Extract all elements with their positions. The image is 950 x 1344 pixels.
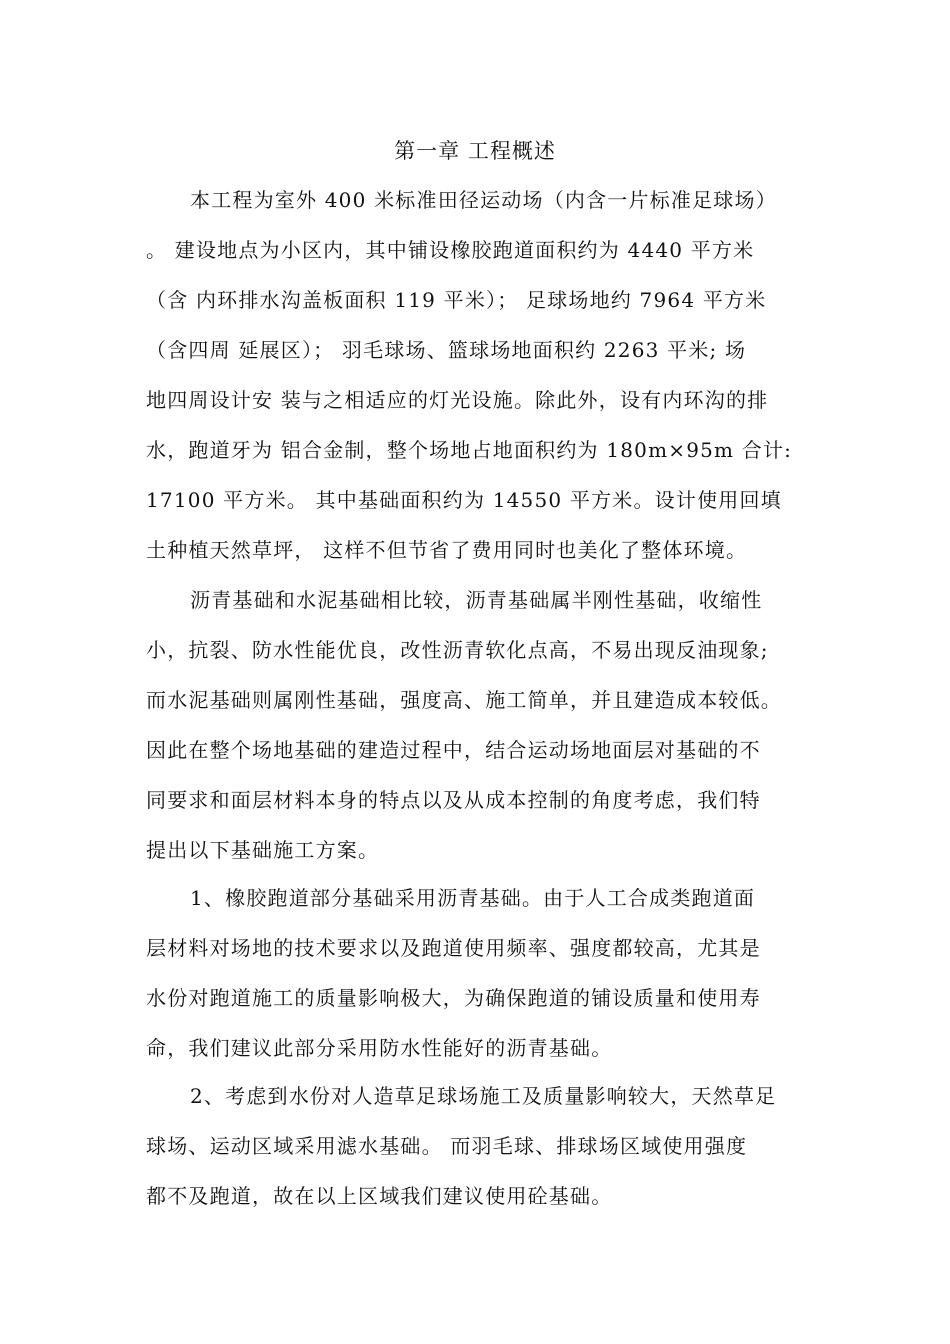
body-line: 同要求和面层材料本身的特点以及从成本控制的角度考虑，我们特 xyxy=(146,788,761,812)
body-line: 水，跑道牙为 铝合金制，整个场地占地面积约为 180m×95m 合计: xyxy=(146,438,793,462)
body-line: 2、考虑到水份对人造草足球场施工及质量影响较大，天然草足 xyxy=(190,1084,777,1108)
chapter-title: 第一章 工程概述 xyxy=(394,139,556,163)
body-line: 命，我们建议此部分采用防水性能好的沥青基础。 xyxy=(146,1036,613,1060)
body-line: 因此在整个场地基础的建造过程中，结合运动场地面层对基础的不 xyxy=(146,738,761,762)
body-line: 水份对跑道施工的质量影响极大，为确保跑道的铺设质量和使用寿 xyxy=(146,986,761,1010)
body-line: 地四周设计安 装与之相适应的灯光设施。除此外，设有内环沟的排 xyxy=(146,388,769,412)
body-line: 沥青基础和水泥基础相比较，沥青基础属半刚性基础，收缩性 xyxy=(190,588,763,612)
body-line: 提出以下基础施工方案。 xyxy=(146,838,380,862)
body-line: 1、橡胶跑道部分基础采用沥青基础。由于人工合成类跑道面 xyxy=(190,886,756,910)
body-line: （含 内环排水沟盖板面积 119 平米）； 足球场地约 7964 平方米 xyxy=(146,288,767,312)
body-line: 球场、运动区域采用滤水基础。 而羽毛球、排球场区域使用强度 xyxy=(146,1134,748,1158)
body-line: 而水泥基础则属刚性基础，强度高、施工简单，并且建造成本较低。 xyxy=(146,688,782,712)
body-line: 。 建设地点为小区内，其中铺设橡胶跑道面积约为 4440 平方米 xyxy=(146,238,755,262)
body-line: 层材料对场地的技术要求以及跑道使用频率、强度都较高，尤其是 xyxy=(146,936,761,960)
body-line: 都不及跑道，故在以上区域我们建议使用砼基础。 xyxy=(146,1184,613,1208)
body-line: 本工程为室外 400 米标准田径运动场（内含一片标准足球场） xyxy=(190,188,777,212)
body-line: （含四周 延展区）； 羽毛球场、篮球场地面积约 2263 平米; 场 xyxy=(146,338,747,362)
body-line: 土种植天然草坪， 这样不但节省了费用同时也美化了整体环境。 xyxy=(146,538,748,562)
body-line: 小，抗裂、防水性能优良，改性沥青软化点高，不易出现反油现象; xyxy=(146,638,769,662)
body-line: 17100 平方米。 其中基础面积约为 14550 平方米。设计使用回填 xyxy=(146,488,782,512)
